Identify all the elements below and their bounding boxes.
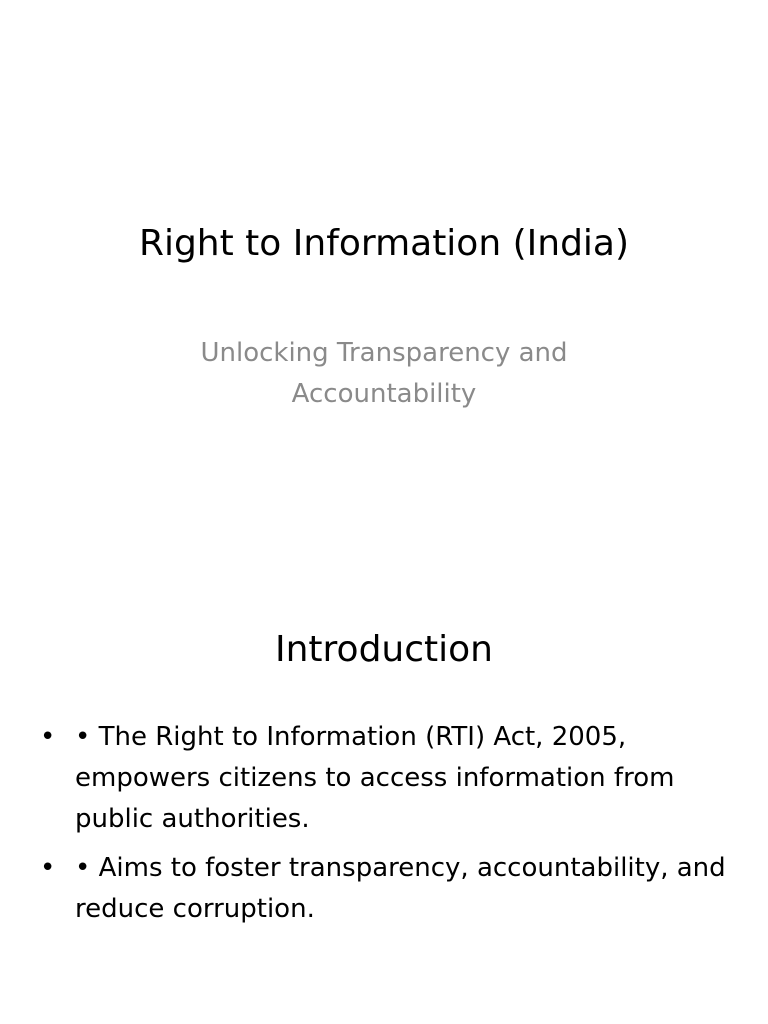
bullet-icon: • [40,853,56,883]
slide-introduction [0,512,768,1024]
slide-subtitle: Unlocking Transparency and Accountability [200,338,568,409]
bullet-icon: • [40,722,56,752]
bullet-item [40,848,740,930]
bullet-list [40,717,740,938]
bullet-text: • The Right to Information (RTI) Act, 2005, empowers citizens to access information from public authorities. [75,722,675,834]
bullet-item [40,717,740,840]
bullet-text: • Aims to foster transparency, accountability, and reduce corruption. [75,853,726,924]
slide-title-heading: Right to Information (India) [138,223,630,264]
introduction-heading: Introduction [274,629,493,670]
